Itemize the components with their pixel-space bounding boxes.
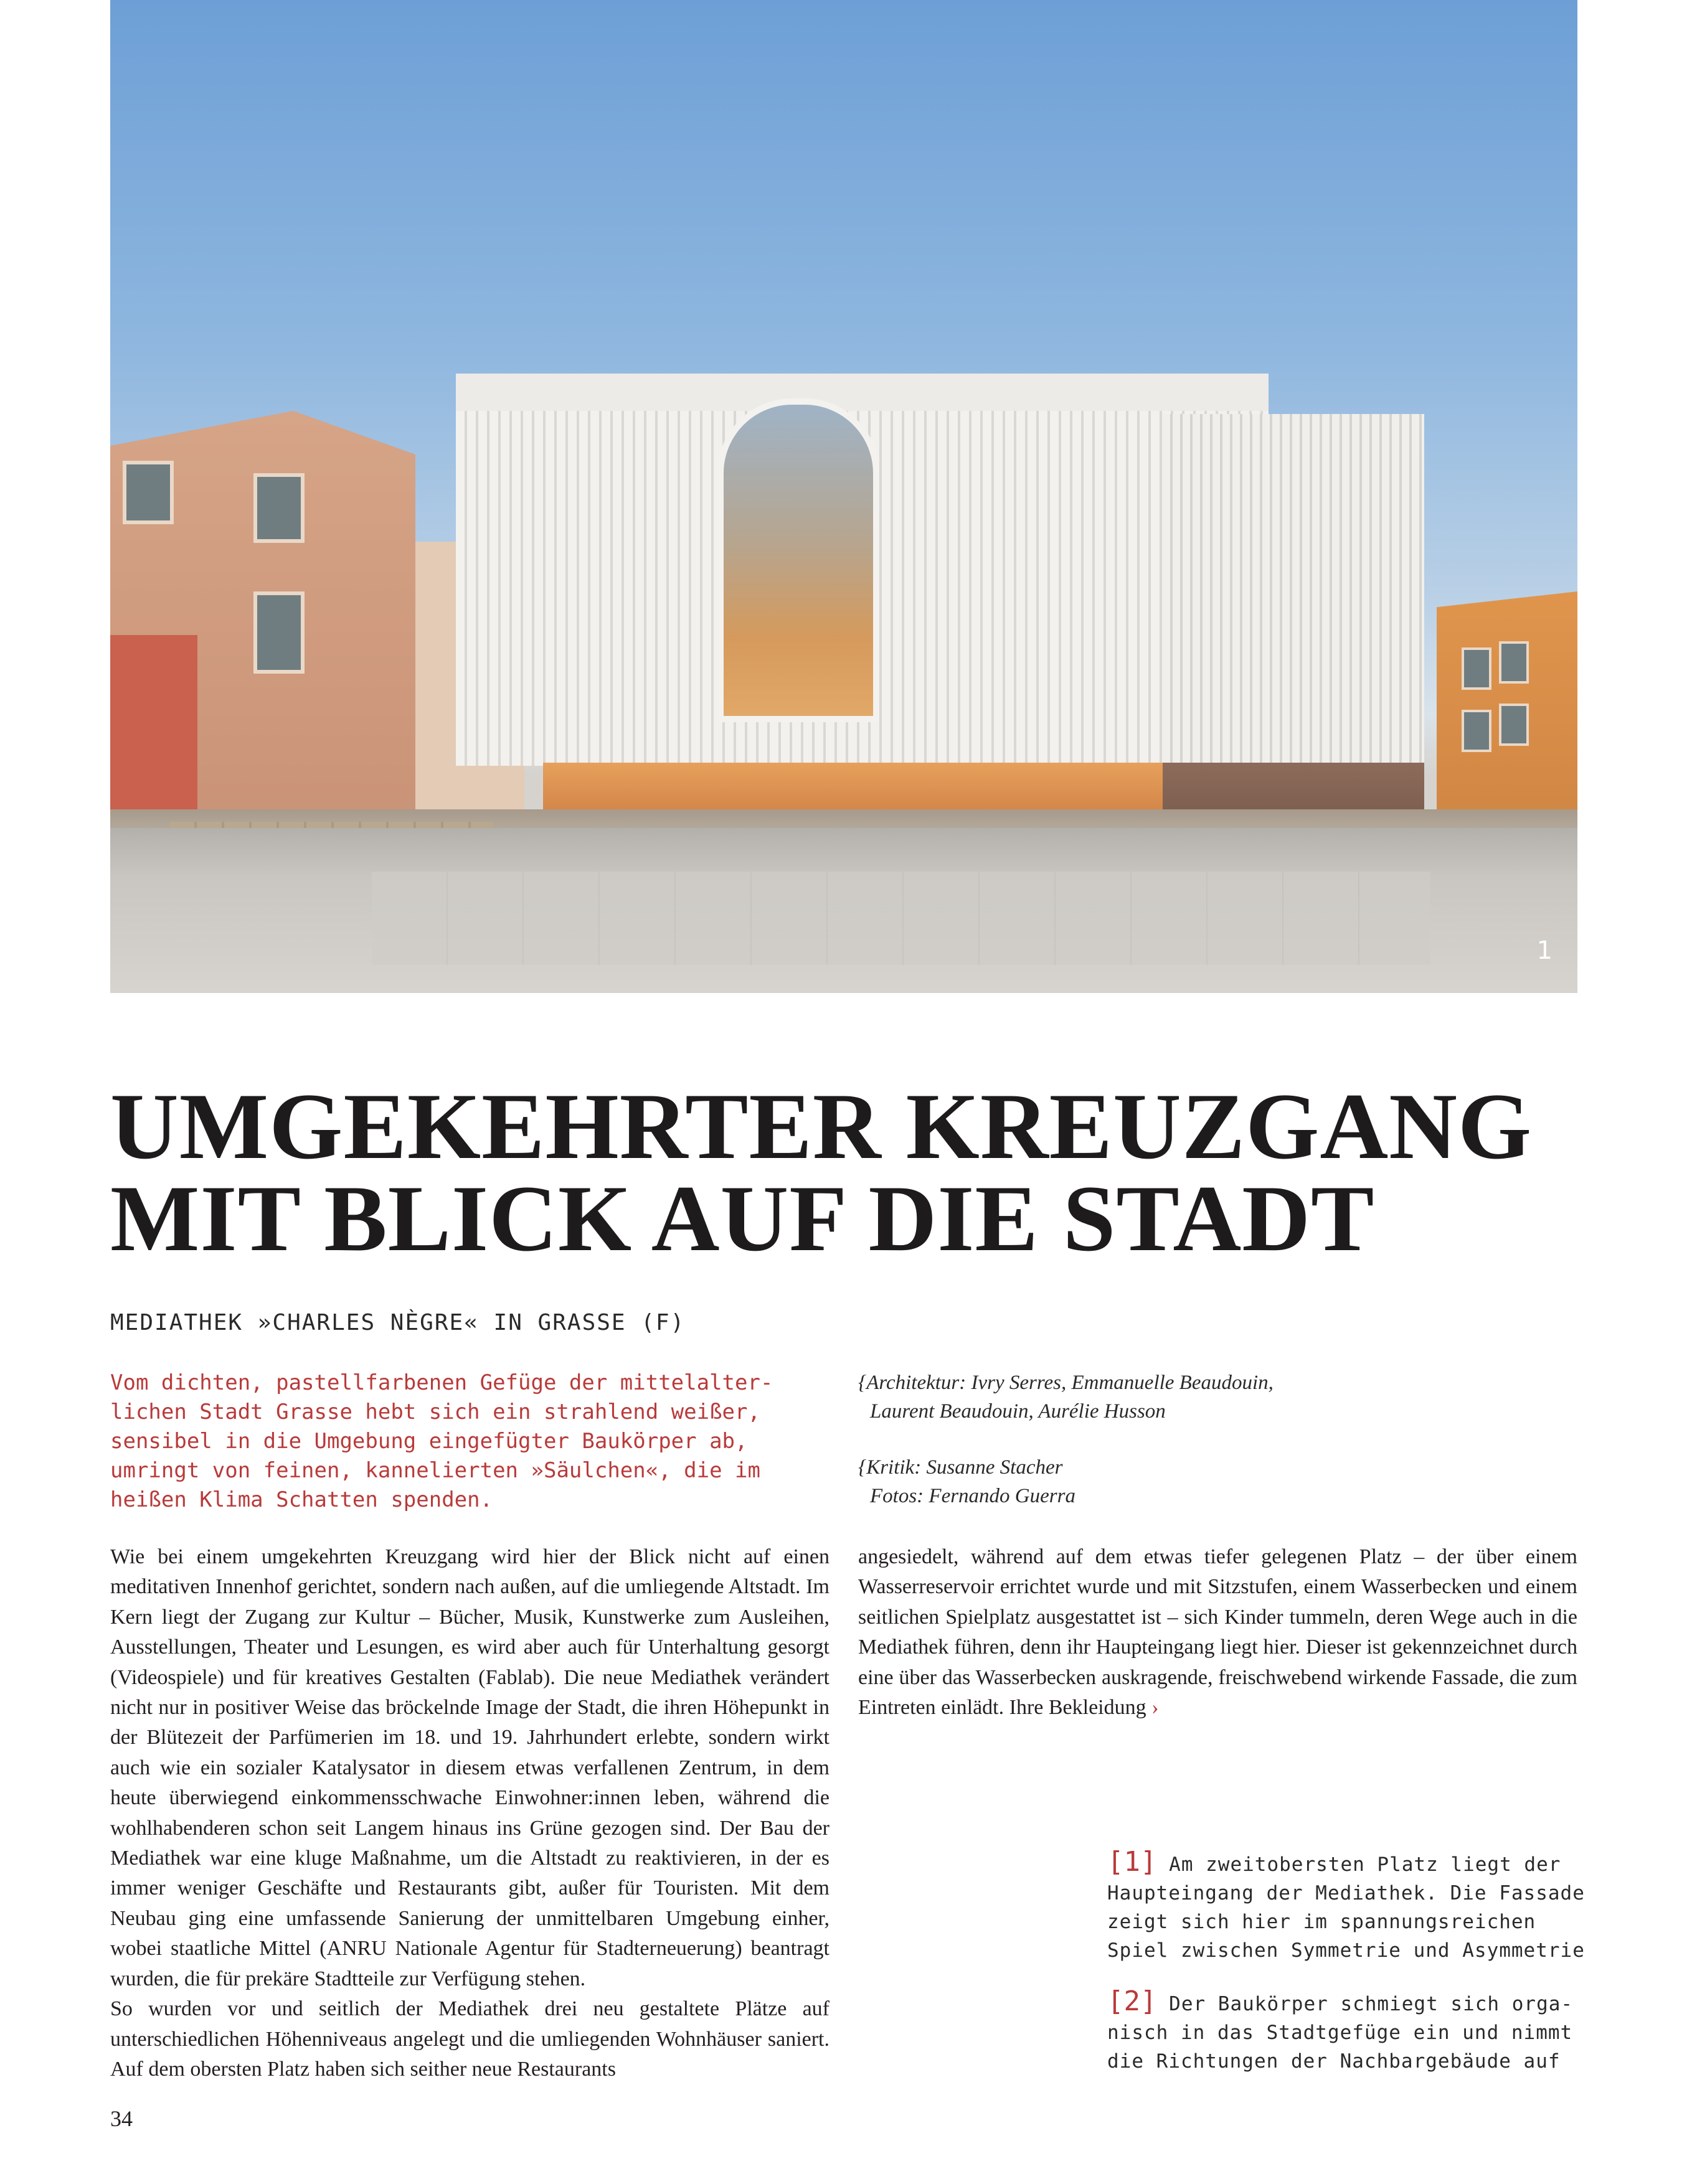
caption-text: Am zweitobersten Platz liegt der — [1169, 1853, 1561, 1876]
article-subtitle: MEDIATHEK »CHARLES NÈGRE« IN GRASSE (F) — [110, 1310, 686, 1335]
photo-caption-2 — [1107, 1987, 1581, 2076]
caption-line: zeigt sich hier im spannungsreichen — [1107, 1911, 1536, 1933]
credits-photos-line: Fotos: Fernando Guerra — [870, 1485, 1075, 1507]
caption-line: nisch in das Stadtgefüge ein und nimmt — [1107, 2022, 1573, 2044]
article-lead — [110, 1368, 845, 1515]
credits-architecture-line-2: Laurent Beaudouin, Aurélie Husson — [870, 1400, 1166, 1423]
hero-photo — [110, 0, 1577, 993]
article-credits — [858, 1368, 1543, 1538]
photo-arched-window — [717, 398, 879, 722]
credits-critique-line-1: {Kritik: Susanne Stacher — [858, 1456, 1063, 1479]
body-paragraph-text: angesiedelt, während auf dem etwas tiefer gelegenen Platz – der über einem Wasserreservoir errichtet wurde und mit Sitzstufen, einem Wasserbecken und einem seitlichen Spielplatz ausgestattet ist – sich Kinder tummeln, deren Wege auch in die Mediathek führen, denn ihr Haupteingang liegt hier. Dieser ist gekennzeichnet durch eine über das Wasserbecken auskragende, freischwebend wirkende Fassade, die zum Eintreten einlädt. Ihre Bekleidung — [858, 1545, 1577, 1720]
credits-architecture — [858, 1368, 1543, 1426]
article-title — [110, 1074, 1543, 1271]
lead-line: lichen Stadt Grasse hebt sich ein strahlend weißer, — [110, 1400, 760, 1424]
caption-text: Der Baukörper schmiegt sich orga- — [1169, 1993, 1574, 2015]
caption-number: [2] — [1107, 1985, 1157, 2017]
caption-line: die Richtungen der Nachbargebäude auf — [1107, 2050, 1561, 2073]
photo-caption-1 — [1107, 1846, 1585, 1965]
photo-window — [1462, 647, 1491, 690]
credits-critique — [858, 1453, 1543, 1510]
caption-line: Spiel zwischen Symmetrie und Asymmetrie — [1107, 1939, 1585, 1962]
lead-line: Vom dichten, pastellfarbenen Gefüge der mittelalter- — [110, 1370, 773, 1395]
caption-line: Haupteingang der Mediathek. Die Fassade — [1107, 1882, 1585, 1904]
body-paragraph: So wurden vor und seitlich der Mediathek drei neu gestaltete Plätze auf unterschiedlichen Höhenniveaus angelegt und die umliegenden Wohnhäuser saniert. Auf dem obersten Platz haben sich seither neue Restaurants — [110, 1997, 829, 2081]
body-column-left — [110, 1542, 829, 2084]
photo-mediathek-right-volume — [1163, 414, 1424, 763]
credits-architecture-line-1: {Architektur: Ivry Serres, Emmanuelle Beaudouin, — [858, 1372, 1274, 1394]
caption-number: [1] — [1107, 1846, 1157, 1878]
photo-window — [123, 461, 174, 524]
photo-window — [253, 473, 305, 543]
photo-window — [253, 591, 305, 674]
photo-window — [1499, 641, 1529, 684]
lead-line: heißen Klima Schatten spenden. — [110, 1487, 493, 1512]
photo-window — [1499, 704, 1529, 746]
article-title-line-2: MIT BLICK AUF DIE STADT — [110, 1166, 1375, 1271]
body-paragraph — [858, 1542, 1577, 1723]
lead-line: sensibel in die Umgebung eingefügter Baukörper ab, — [110, 1429, 748, 1454]
photo-plaza-paving — [372, 872, 1430, 965]
photo-window — [1462, 710, 1491, 752]
continue-arrow-icon: › — [1151, 1696, 1159, 1720]
caption-line — [1107, 1987, 1581, 2018]
photo-mediathek-roof — [456, 374, 1269, 411]
body-paragraph: Wie bei einem umgekehrten Kreuzgang wird hier der Blick nicht auf einen meditativen Innenhof gerichtet, sondern nach außen, auf die umliegende Altstadt. Im Kern liegt der Zugang zur Kultur – Bücher, Musik, Kunstwerke zum Ausleihen, Ausstellungen, Theater und Lesungen, es wird aber auch für Unterhaltung gesorgt (Videospiele) und für kreatives Gestalten (Fablab). Die neue Mediathek verändert nicht nur in positiver Weise das bröckelnde Image der Stadt, die ihren Höhepunkt in der Blütezeit der Parfümerien im 18. und 19. Jahrhundert erlebte, sondern wirkt auch wie ein sozialer Katalysator in diesem etwas verfallenen Zentrum, in dem heute überwiegend einkommensschwache Einwohner:innen leben, während die wohlhabenderen schon seit Langem hinaus ins Grüne gezogen sind. Der Bau der Mediathek war eine kluge Maßnahme, um die Altstadt zu reaktivieren, in der es immer weniger Geschäfte und Restaurants gibt, außer für Touristen. Mit dem Neubau ging eine umfassende Sanierung der unmittelbaren Umgebung einher, wobei staatliche Mittel (ANRU Nationale Agentur für Stadterneuerung) beantragt wurden, die für prekäre Stadtteile zur Verfügung stehen. — [110, 1545, 829, 1990]
photo-number: 1 — [1536, 936, 1553, 965]
body-column-right — [858, 1542, 1577, 1723]
lead-line: umringt von feinen, kannelierten »Säulchen«, die im — [110, 1458, 760, 1483]
page-number: 34 — [110, 2106, 133, 2131]
caption-line — [1107, 1848, 1581, 1879]
article-title-line-1: UMGEKEHRTER KREUZGANG — [110, 1074, 1533, 1179]
